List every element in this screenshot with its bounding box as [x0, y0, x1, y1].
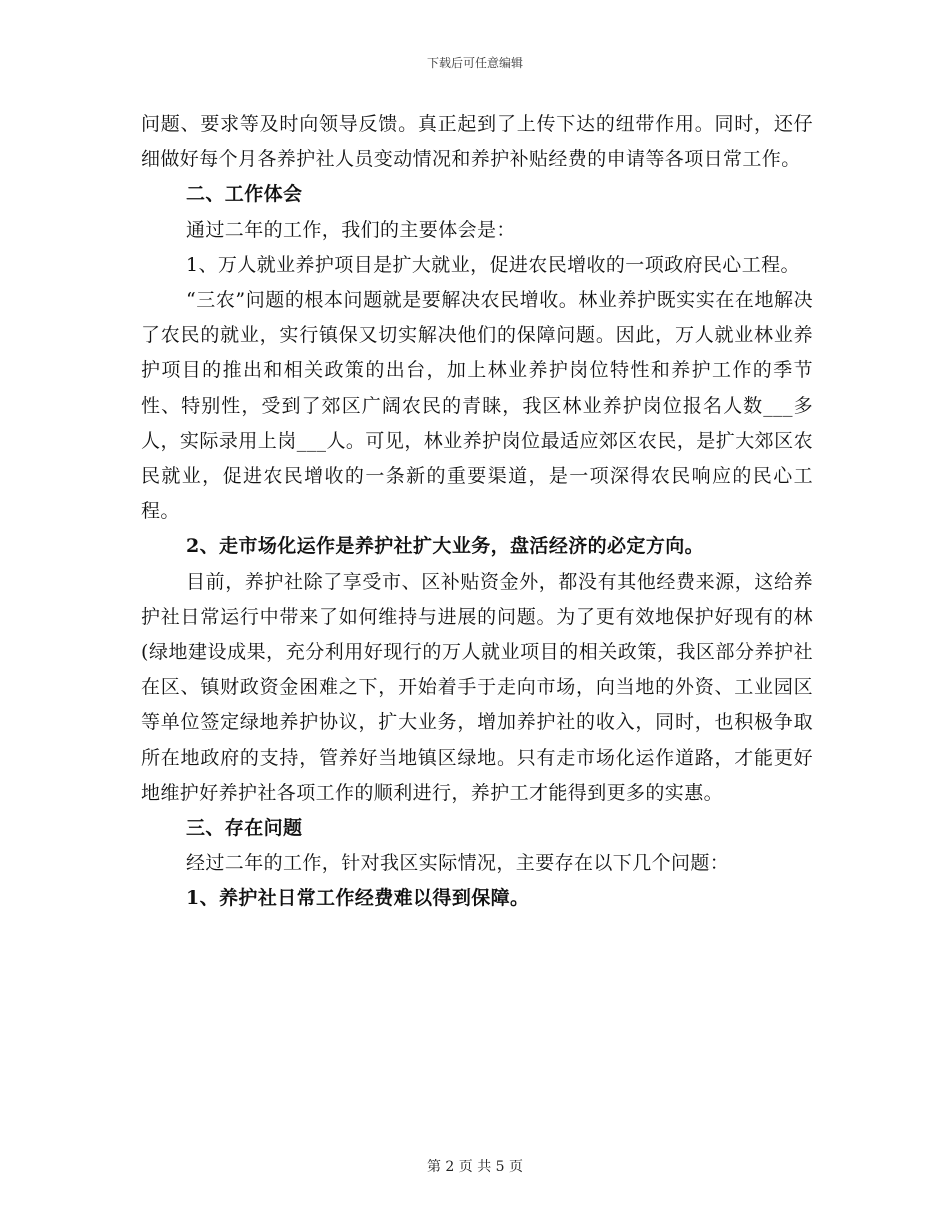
section-heading-problems: 三、存在问题 [186, 817, 303, 840]
paragraph: 目前，养护社除了享受市、区补贴资金外，都没有其他经费来源，这给养护社日常运行中带来了如何维持与进展的问题。为了更有效地保护好现有的林(绿地建设成果，充分利用好现行的万人就业项目的相关政策，我区部分养护社在区、镇财政资金困难之下，开始着手于走向市场，向当地的外资、工业园区等单位签定绿地养护协议，扩大业务，增加养护社的收入，同时，也积极争取所在地政府的支持，管养好当地镇区绿地。只有走市场化运作道路，才能更好地维护好养护社各项工作的顺利进行，养护工才能得到更多的实惠。 [141, 570, 813, 804]
document-body [141, 107, 813, 917]
paragraph-continuation: 问题、要求等及时向领导反馈。真正起到了上传下达的纽带作用。同时，还仔细做好每个月各养护社人员变动情况和养护补贴经费的申请等各项日常工作。 [141, 113, 813, 171]
page-footer: 第 2 页 共 5 页 [426, 1159, 524, 1175]
section-heading-work-experience: 二、工作体会 [186, 183, 303, 206]
page-header: 下载后可任意编辑 [426, 56, 523, 70]
paragraph: 通过二年的工作，我们的主要体会是： [186, 218, 516, 241]
subheading-market-operation: 2、走市场化运作是养护社扩大业务，盘活经济的必定方向。 [186, 535, 705, 558]
paragraph: 1、万人就业养护项目是扩大就业，促进农民增收的一项政府民心工程。 [186, 253, 800, 276]
paragraph: “三农”问题的根本问题就是要解决农民增收。林业养护既实实在在地解决了农民的就业，实行镇保又切实解决他们的保障问题。因此，万人就业林业养护项目的推出和相关政策的出台，加上林业养护岗位特性和养护工作的季节性、特别性，受到了郊区广阔农民的青睐，我区林业养护岗位报名人数___多人，实际录用上岗___人。可见，林业养护岗位最适应郊区农民，是扩大郊区农民就业，促进农民增收的一条新的重要渠道，是一项深得农民响应的民心工程。 [141, 289, 813, 523]
paragraph: 经过二年的工作，针对我区实际情况，主要存在以下几个问题： [186, 852, 730, 875]
subheading-funding: 1、养护社日常工作经费难以得到保障。 [186, 887, 530, 910]
